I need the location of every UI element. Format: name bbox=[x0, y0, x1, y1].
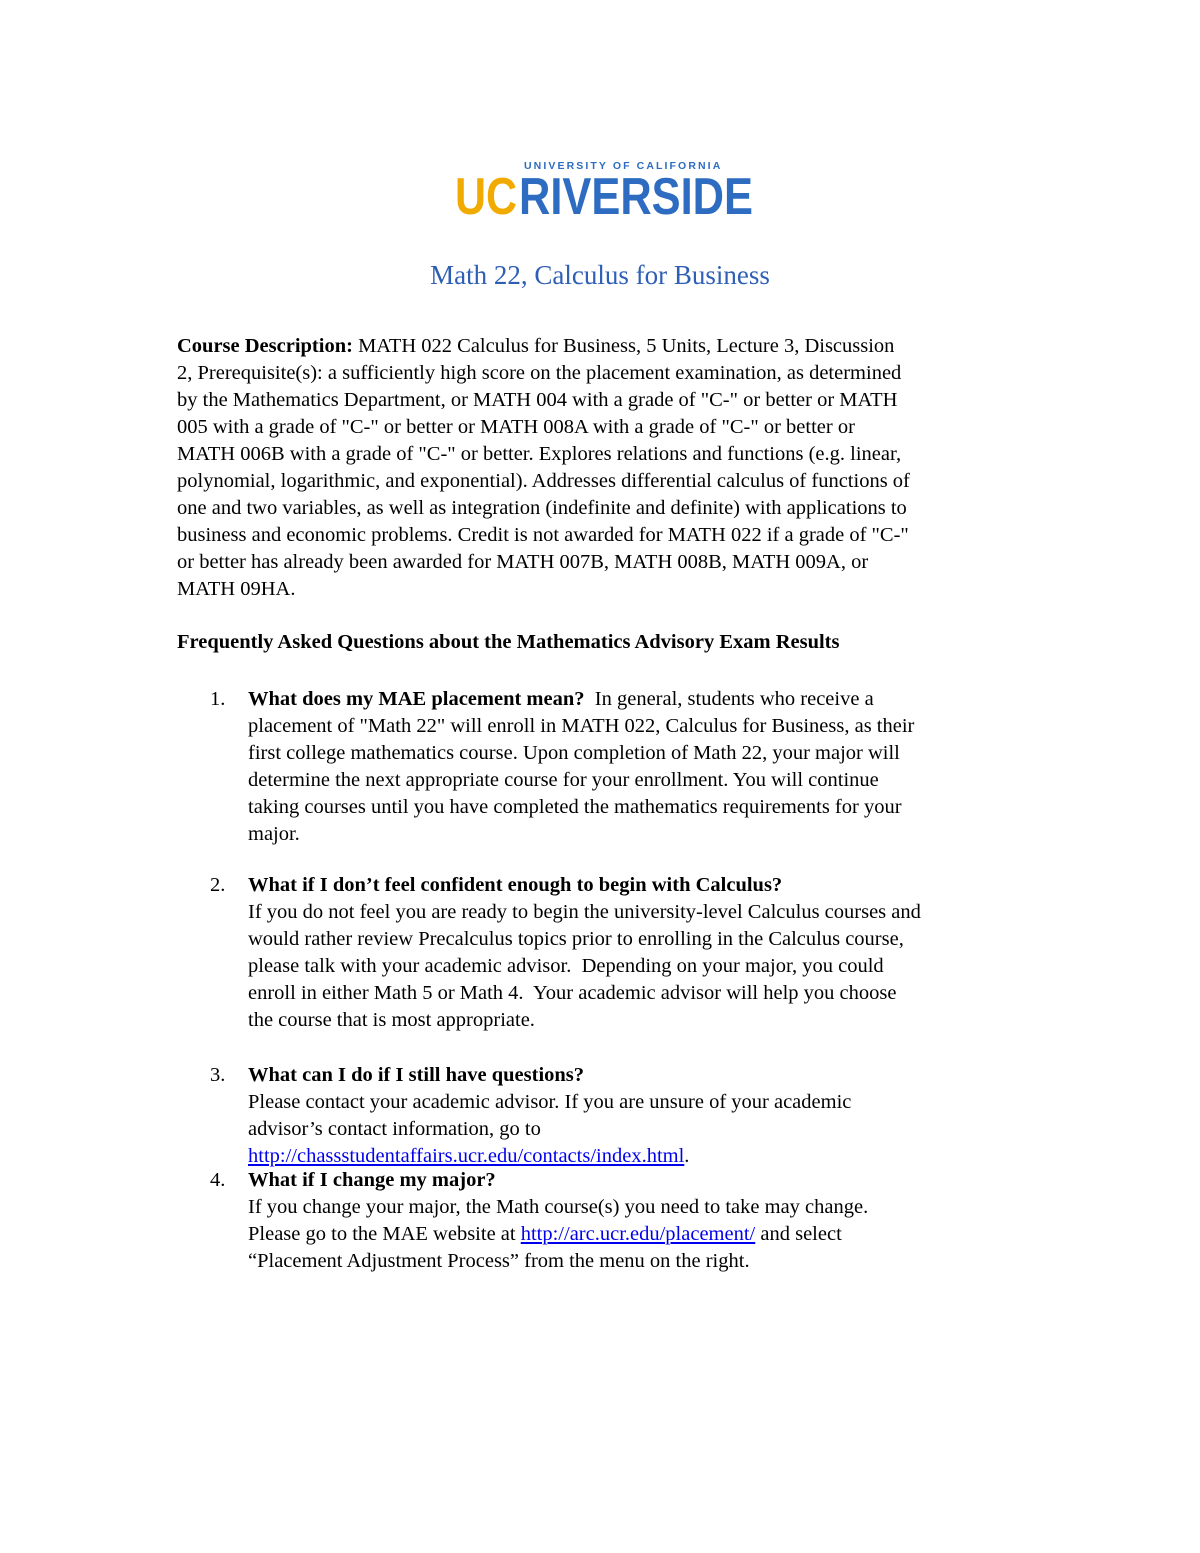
description-line: business and economic problems. Credit is not awarded for MATH 022 if a grade of "C-" bbox=[177, 524, 909, 546]
faq-answer-line: If you do not feel you are ready to begin the university-level Calculus courses and bbox=[248, 901, 921, 923]
description-line: 005 with a grade of "C-" or better or MATH 008A with a grade of "C-" or better or bbox=[177, 416, 855, 438]
faq-answer-line: “Placement Adjustment Process” from the menu on the right. bbox=[248, 1250, 750, 1272]
faq-answer-line: first college mathematics course. Upon completion of Math 22, your major will bbox=[248, 742, 900, 764]
faq-content bbox=[248, 872, 1048, 1034]
faq-answer-line: placement of "Math 22" will enroll in MATH 022, Calculus for Business, as their bbox=[248, 715, 915, 737]
faq-answer-line: determine the next appropriate course for your enrollment. You will continue bbox=[248, 769, 879, 791]
faq-answer-line: advisor’s contact information, go to bbox=[248, 1118, 541, 1140]
logo-uc-text: UC bbox=[455, 168, 517, 222]
faq-content: What does my MAE placement mean? In general, students who receive a placement of "Math 22" will enroll in MATH 022, Calculus for Business, as their first college mathematics course. Upon completion of Math 22, your major will determine the next appropriate course for your enrollment. You will continue taking courses until you have completed the mathematics requirements for your major. bbox=[248, 686, 1048, 848]
faq-answer-line: would rather review Precalculus topics prior to enrolling in the Calculus course, bbox=[248, 928, 904, 950]
ucr-logo bbox=[455, 158, 755, 222]
course-description bbox=[177, 333, 1037, 603]
faq-number: 2. bbox=[210, 874, 226, 896]
logo-university-text: UNIVERSITY OF CALIFORNIA bbox=[524, 160, 723, 172]
advisor-contacts-link[interactable]: http://chassstudentaffairs.ucr.edu/contacts/index.html bbox=[248, 1145, 685, 1167]
faq-answer-line: taking courses until you have completed the mathematics requirements for your bbox=[248, 796, 902, 818]
logo-riverside-text: RIVERSIDE bbox=[519, 168, 753, 222]
faq-answer-line: If you change your major, the Math course(s) you need to take may change. bbox=[248, 1196, 869, 1218]
faq-number: 1. bbox=[210, 688, 226, 710]
faq-answer-line: the course that is most appropriate. bbox=[248, 1009, 535, 1031]
faq-question: What if I change my major? bbox=[248, 1169, 496, 1191]
faq-content: What can I do if I still have questions? Please contact your academic advisor. If you are unsure of your academic advisor’s contact information, go to http://chassstudentaffairs.ucr.edu/contacts/index.html. bbox=[248, 1062, 1048, 1170]
description-line: MATH 006B with a grade of "C-" or better. Explores relations and functions (e.g. linear, bbox=[177, 443, 902, 465]
description-line: MATH 09HA. bbox=[177, 578, 296, 600]
faq-answer-line: enroll in either Math 5 or Math 4. Your academic advisor will help you choose bbox=[248, 982, 897, 1004]
faq-question: What can I do if I still have questions? bbox=[248, 1064, 585, 1086]
faq-number: 4. bbox=[210, 1169, 226, 1191]
mae-website-link[interactable]: http://arc.ucr.edu/placement/ bbox=[520, 1223, 756, 1245]
description-line: by the Mathematics Department, or MATH 004 with a grade of "C-" or better or MATH bbox=[177, 389, 898, 411]
faq-question: What if I don’t feel confident enough to begin with Calculus? bbox=[248, 874, 783, 896]
page-title: Math 22, Calculus for Business bbox=[430, 260, 770, 290]
description-label: Course Description: bbox=[177, 335, 353, 357]
faq-heading: Frequently Asked Questions about the Mathematics Advisory Exam Results bbox=[177, 631, 840, 653]
description-line: Course Description: MATH 022 Calculus for Business, 5 Units, Lecture 3, Discussion bbox=[177, 335, 895, 357]
faq-answer-line: Please contact your academic advisor. If you are unsure of your academic bbox=[248, 1091, 852, 1113]
description-line: 2, Prerequisite(s): a sufficiently high score on the placement examination, as determined bbox=[177, 362, 902, 384]
faq-answer-line: please talk with your academic advisor. Depending on your major, you could bbox=[248, 955, 884, 977]
description-line: one and two variables, as well as integration (indefinite and definite) with applications to bbox=[177, 497, 907, 519]
faq-answer-line: major. bbox=[248, 823, 300, 845]
description-line: polynomial, logarithmic, and exponential). Addresses differential calculus of functions of bbox=[177, 470, 910, 492]
faq-content: What if I change my major? If you change your major, the Math course(s) you need to take may change. Please go to the MAE website at http://arc.ucr.edu/placement/ and select “Placement Adjustment Process” from the menu on the right. bbox=[248, 1167, 1048, 1275]
faq-number: 3. bbox=[210, 1064, 226, 1086]
description-line: or better has already been awarded for MATH 007B, MATH 008B, MATH 009A, or bbox=[177, 551, 869, 573]
faq-question: What does my MAE placement mean? bbox=[248, 688, 585, 710]
